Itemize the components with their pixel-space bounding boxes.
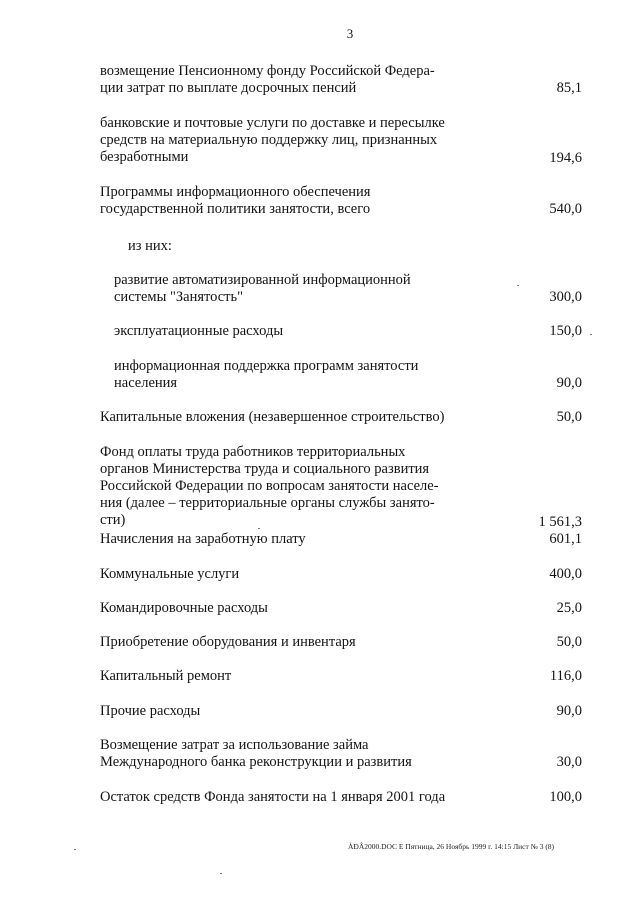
page-number: 3 xyxy=(346,26,354,41)
item-value: 116,0 xyxy=(549,668,582,684)
scan-speck xyxy=(517,285,519,286)
item-value: 50,0 xyxy=(556,634,582,650)
item-label: Остаток средств Фонда занятости на 1 января 2001 года xyxy=(100,789,446,805)
item-label: Приобретение оборудования и инвентаря xyxy=(100,634,356,650)
item-label: Коммунальные услуги xyxy=(100,566,240,582)
item-value: 25,0 xyxy=(556,600,582,616)
item-label: Капитальный ремонт xyxy=(100,668,232,684)
item-value: 194,6 xyxy=(549,150,582,166)
item-value: 30,0 xyxy=(556,754,582,770)
scan-speck xyxy=(590,334,592,335)
item-label: Фонд оплаты труда работников территориальных органов Министерства труда и социального развития Российской Федерации по вопросам занятости населе- ния (далее – территориальные органы службы занято- сти) xyxy=(100,444,439,528)
item-label: информационная поддержка программ занятости населения xyxy=(114,358,419,391)
scan-speck xyxy=(220,873,222,874)
scan-speck xyxy=(258,528,260,529)
item-label: банковские и почтовые услуги по доставке и пересылке средств на материальную поддержку лиц, признанных безработными xyxy=(100,115,445,165)
item-value: 1 561,3 xyxy=(538,514,582,530)
item-value: 50,0 xyxy=(556,409,582,425)
item-label: развитие автоматизированной информационной системы "Занятость" xyxy=(114,272,411,305)
item-label: Начисления на заработную плату xyxy=(100,531,306,547)
item-value: 85,1 xyxy=(556,80,582,96)
item-label: Прочие расходы xyxy=(100,703,201,719)
scan-speck xyxy=(74,849,76,850)
item-value: 601,1 xyxy=(549,531,582,547)
item-value: 540,0 xyxy=(549,201,582,217)
item-label: возмещение Пенсионному фонду Российской Федера- ции затрат по выплате досрочных пенсий xyxy=(100,63,435,96)
item-label: Командировочные расходы xyxy=(100,600,268,616)
item-value: 100,0 xyxy=(549,789,582,805)
item-value: 90,0 xyxy=(556,375,582,391)
item-label: Возмещение затрат за использование займа Международного банка реконструкции и развития xyxy=(100,737,412,770)
item-label: Капитальные вложения (незавершенное строительство) xyxy=(100,409,445,425)
item-value: 150,0 xyxy=(549,323,582,339)
item-label: эксплуатационные расходы xyxy=(114,323,284,339)
document-footer: ÀÐÂ2000.DOC E Пятница, 26 Ноябрь 1999 г. 14:15 Лист № 3 (8) xyxy=(348,842,555,851)
item-value: 90,0 xyxy=(556,703,582,719)
item-label: из них: xyxy=(128,238,172,254)
item-label: Программы информационного обеспечения государственной политики занятости, всего xyxy=(100,184,371,217)
item-value: 300,0 xyxy=(549,289,582,305)
item-value: 400,0 xyxy=(549,566,582,582)
